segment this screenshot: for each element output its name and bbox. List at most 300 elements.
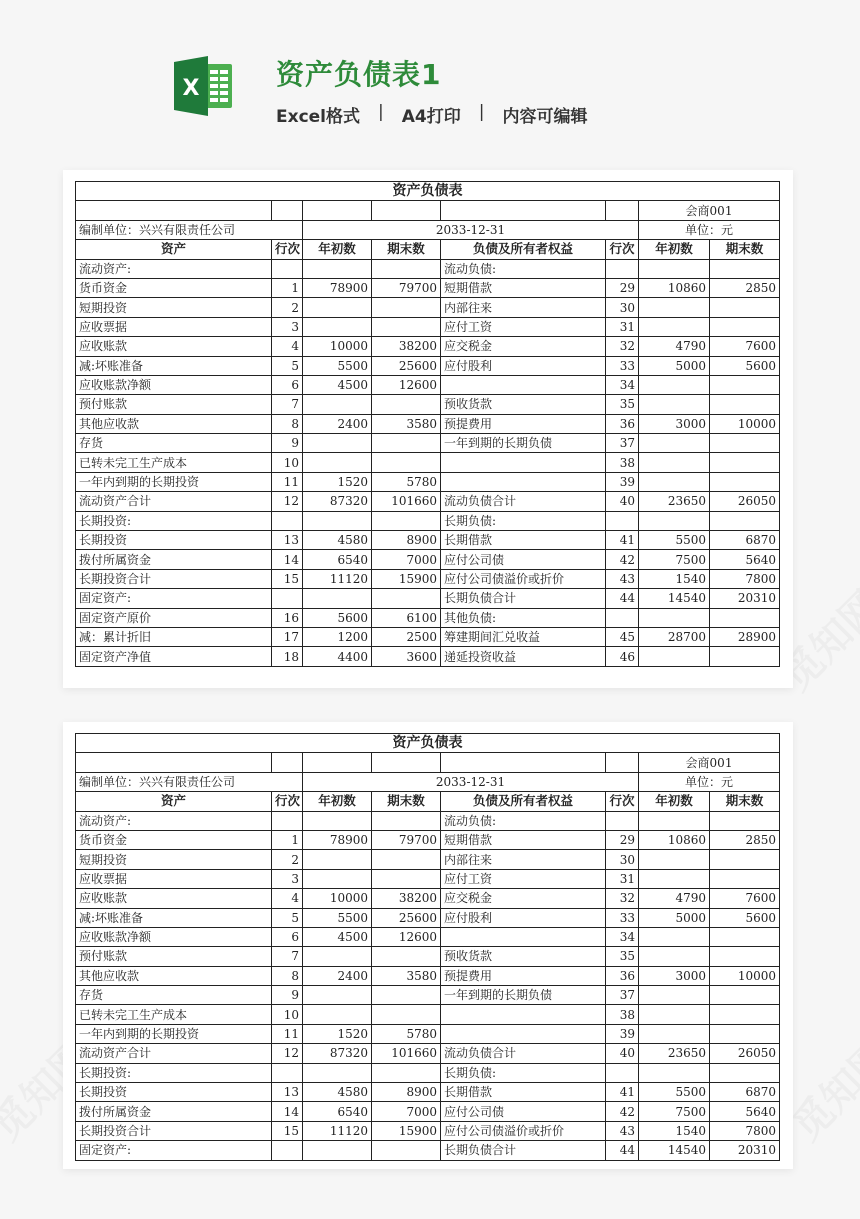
- begin-value: 23650: [639, 492, 710, 511]
- liability-item: 流动负债合计: [441, 492, 606, 511]
- line-number: 15: [272, 1121, 303, 1140]
- line-number: 13: [272, 531, 303, 550]
- table-row: [76, 472, 780, 491]
- asset-item: 拨付所属资金: [76, 550, 272, 569]
- begin-value: 5600: [303, 608, 372, 627]
- begin-value: 10860: [639, 278, 710, 297]
- cell: [303, 753, 372, 772]
- end-value: [710, 453, 780, 472]
- table-row: [76, 830, 780, 849]
- meta-separator: |: [478, 102, 485, 122]
- end-value: 6100: [372, 608, 441, 627]
- liability-item: 短期借款: [441, 830, 606, 849]
- end-value: 7800: [710, 569, 780, 588]
- end-value: [710, 811, 780, 830]
- liability-item: 预收货款: [441, 947, 606, 966]
- asset-item: 减:坏账准备: [76, 356, 272, 375]
- info-row: [76, 772, 780, 791]
- begin-value: [303, 947, 372, 966]
- end-value: [372, 453, 441, 472]
- asset-item: 货币资金: [76, 830, 272, 849]
- begin-value: [303, 589, 372, 608]
- cell: [303, 201, 372, 220]
- asset-item: 预付账款: [76, 395, 272, 414]
- line-number: 37: [606, 434, 639, 453]
- begin-value: 1520: [303, 472, 372, 491]
- line-number: 30: [606, 850, 639, 869]
- liability-item: [441, 1024, 606, 1043]
- table-row: [76, 1083, 780, 1102]
- asset-item: 应收账款净额: [76, 375, 272, 394]
- end-value: [372, 811, 441, 830]
- end-value: 25600: [372, 356, 441, 375]
- line-number: [272, 511, 303, 530]
- begin-value: 14540: [639, 1141, 710, 1160]
- asset-item: 长期投资合计: [76, 1121, 272, 1140]
- end-value: [372, 947, 441, 966]
- begin-value: 5500: [639, 531, 710, 550]
- end-value: 38200: [372, 889, 441, 908]
- liability-item: [441, 1005, 606, 1024]
- table-row: [76, 356, 780, 375]
- meta-editable: 内容可编辑: [502, 107, 588, 127]
- col-header-line: 行次: [272, 240, 303, 259]
- line-number: 3: [272, 869, 303, 888]
- begin-value: [639, 317, 710, 336]
- line-number: 17: [272, 627, 303, 646]
- begin-value: [639, 1063, 710, 1082]
- begin-value: 7500: [639, 1102, 710, 1121]
- line-number: 9: [272, 434, 303, 453]
- begin-value: [303, 317, 372, 336]
- line-number: 2: [272, 298, 303, 317]
- line-number: 6: [272, 375, 303, 394]
- asset-item: 一年内到期的长期投资: [76, 472, 272, 491]
- line-number: 43: [606, 1121, 639, 1140]
- table-row: [76, 1141, 780, 1160]
- asset-item: 应收账款: [76, 889, 272, 908]
- line-number: 10: [272, 453, 303, 472]
- table-row: [76, 811, 780, 830]
- liability-item: 预收货款: [441, 395, 606, 414]
- line-number: 34: [606, 927, 639, 946]
- asset-item: 长期投资: [76, 531, 272, 550]
- liability-item: 长期负债:: [441, 511, 606, 530]
- end-value: 12600: [372, 375, 441, 394]
- line-number: 34: [606, 375, 639, 394]
- liability-item: 内部往来: [441, 850, 606, 869]
- end-value: 12600: [372, 927, 441, 946]
- end-value: 26050: [710, 492, 780, 511]
- line-number: 11: [272, 1024, 303, 1043]
- asset-item: 减：累计折旧: [76, 627, 272, 646]
- line-number: 44: [606, 1141, 639, 1160]
- asset-item: 固定资产原价: [76, 608, 272, 627]
- end-value: [372, 869, 441, 888]
- table-row: [76, 986, 780, 1005]
- line-number: 2: [272, 850, 303, 869]
- report-date: 2033-12-31: [303, 220, 639, 239]
- line-number: 33: [606, 356, 639, 375]
- document-meta: [276, 102, 587, 127]
- line-number: 11: [272, 472, 303, 491]
- liability-item: 流动负债合计: [441, 1044, 606, 1063]
- end-value: [710, 986, 780, 1005]
- line-number: 30: [606, 298, 639, 317]
- asset-item: 长期投资合计: [76, 569, 272, 588]
- end-value: [710, 647, 780, 666]
- line-number: 5: [272, 356, 303, 375]
- begin-value: 3000: [639, 966, 710, 985]
- col-header-begin: 年初数: [303, 240, 372, 259]
- begin-value: 5500: [303, 908, 372, 927]
- table-row: [76, 908, 780, 927]
- line-number: 32: [606, 337, 639, 356]
- begin-value: 1200: [303, 627, 372, 646]
- line-number: 6: [272, 927, 303, 946]
- end-value: 15900: [372, 569, 441, 588]
- line-number: [272, 1063, 303, 1082]
- line-number: 36: [606, 966, 639, 985]
- asset-item: 流动资产合计: [76, 492, 272, 511]
- line-number: [606, 511, 639, 530]
- begin-value: 10860: [639, 830, 710, 849]
- line-number: [272, 259, 303, 278]
- asset-item: 流动资产:: [76, 811, 272, 830]
- liability-item: 应付公司债溢价或折价: [441, 1121, 606, 1140]
- begin-value: [303, 1141, 372, 1160]
- begin-value: [639, 298, 710, 317]
- begin-value: [639, 811, 710, 830]
- cell: [372, 201, 441, 220]
- begin-value: [639, 259, 710, 278]
- table-row: [76, 1005, 780, 1024]
- begin-value: 23650: [639, 1044, 710, 1063]
- asset-item: 其他应收款: [76, 966, 272, 985]
- liability-item: 流动负债:: [441, 259, 606, 278]
- end-value: [710, 608, 780, 627]
- begin-value: 5000: [639, 356, 710, 375]
- table-row: [76, 1024, 780, 1043]
- end-value: 7000: [372, 1102, 441, 1121]
- meta-format: Excel格式: [276, 107, 361, 127]
- begin-value: 6540: [303, 1102, 372, 1121]
- company-name: 编制单位：兴兴有限责任公司: [76, 772, 303, 791]
- end-value: [372, 317, 441, 336]
- end-value: [710, 1024, 780, 1043]
- preview-card-1[interactable]: [63, 170, 793, 688]
- line-number: 18: [272, 647, 303, 666]
- liability-item: 内部往来: [441, 298, 606, 317]
- begin-value: 11120: [303, 569, 372, 588]
- begin-value: [639, 927, 710, 946]
- table-row: [76, 589, 780, 608]
- begin-value: 5500: [639, 1083, 710, 1102]
- line-number: 4: [272, 889, 303, 908]
- line-number: [606, 811, 639, 830]
- end-value: 20310: [710, 1141, 780, 1160]
- end-value: [710, 259, 780, 278]
- cell: [372, 753, 441, 772]
- asset-item: 一年内到期的长期投资: [76, 1024, 272, 1043]
- svg-text:X: X: [182, 76, 200, 101]
- line-number: 8: [272, 966, 303, 985]
- end-value: [372, 1063, 441, 1082]
- end-value: 6870: [710, 531, 780, 550]
- begin-value: [639, 472, 710, 491]
- end-value: [372, 986, 441, 1005]
- asset-item: 流动资产合计: [76, 1044, 272, 1063]
- begin-value: 4580: [303, 1083, 372, 1102]
- asset-item: 流动资产:: [76, 259, 272, 278]
- info-row: [76, 220, 780, 239]
- liability-item: 应交税金: [441, 889, 606, 908]
- begin-value: [303, 298, 372, 317]
- end-value: 8900: [372, 1083, 441, 1102]
- line-number: 7: [272, 395, 303, 414]
- begin-value: [639, 453, 710, 472]
- sheet-title: 资产负债表: [76, 182, 780, 201]
- asset-item: 预付账款: [76, 947, 272, 966]
- excel-icon: [172, 55, 234, 117]
- line-number: 31: [606, 317, 639, 336]
- end-value: 5600: [710, 908, 780, 927]
- begin-value: 78900: [303, 830, 372, 849]
- sheet-code: 会商001: [639, 753, 780, 772]
- liability-item: 其他负债:: [441, 608, 606, 627]
- begin-value: 87320: [303, 1044, 372, 1063]
- end-value: 79700: [372, 278, 441, 297]
- col-header-line: 行次: [606, 240, 639, 259]
- cell: [606, 753, 639, 772]
- end-value: [710, 511, 780, 530]
- begin-value: 1540: [639, 569, 710, 588]
- begin-value: 28700: [639, 627, 710, 646]
- end-value: 15900: [372, 1121, 441, 1140]
- liability-item: 一年到期的长期负债: [441, 434, 606, 453]
- meta-separator: |: [378, 102, 384, 122]
- column-header-row: [76, 240, 780, 259]
- col-header-begin: 年初数: [639, 792, 710, 811]
- begin-value: [639, 986, 710, 1005]
- table-row: [76, 453, 780, 472]
- line-number: 4: [272, 337, 303, 356]
- begin-value: [303, 259, 372, 278]
- asset-item: 应收票据: [76, 869, 272, 888]
- page-header: [0, 0, 860, 150]
- line-number: 7: [272, 947, 303, 966]
- asset-item: 固定资产:: [76, 589, 272, 608]
- line-number: 39: [606, 1024, 639, 1043]
- col-header-begin: 年初数: [303, 792, 372, 811]
- begin-value: [639, 608, 710, 627]
- line-number: [606, 1063, 639, 1082]
- liability-item: [441, 472, 606, 491]
- asset-item: 已转未完工生产成本: [76, 1005, 272, 1024]
- end-value: [372, 511, 441, 530]
- begin-value: 5000: [639, 908, 710, 927]
- begin-value: [303, 395, 372, 414]
- title-row: [76, 734, 780, 753]
- line-number: 38: [606, 453, 639, 472]
- col-header-asset: 资产: [76, 240, 272, 259]
- end-value: [372, 1005, 441, 1024]
- preview-card-2[interactable]: [63, 722, 793, 1169]
- table-row: [76, 1063, 780, 1082]
- end-value: 5640: [710, 550, 780, 569]
- table-row: [76, 869, 780, 888]
- line-number: [606, 259, 639, 278]
- end-value: [710, 472, 780, 491]
- asset-item: 固定资产:: [76, 1141, 272, 1160]
- line-number: 9: [272, 986, 303, 1005]
- end-value: [372, 589, 441, 608]
- line-number: 42: [606, 550, 639, 569]
- liability-item: 长期借款: [441, 531, 606, 550]
- cell: [76, 753, 272, 772]
- liability-item: 应付股利: [441, 908, 606, 927]
- liability-item: [441, 375, 606, 394]
- table-row: [76, 947, 780, 966]
- begin-value: [303, 869, 372, 888]
- end-value: 8900: [372, 531, 441, 550]
- line-number: [272, 1141, 303, 1160]
- table-row: [76, 278, 780, 297]
- line-number: 36: [606, 414, 639, 433]
- line-number: 41: [606, 1083, 639, 1102]
- cell: [272, 753, 303, 772]
- begin-value: [303, 811, 372, 830]
- end-value: 2500: [372, 627, 441, 646]
- table-row: [76, 414, 780, 433]
- begin-value: 2400: [303, 414, 372, 433]
- end-value: 101660: [372, 1044, 441, 1063]
- liability-item: 预提费用: [441, 414, 606, 433]
- table-row: [76, 927, 780, 946]
- end-value: [372, 298, 441, 317]
- begin-value: [639, 947, 710, 966]
- table-row: [76, 434, 780, 453]
- report-date: 2033-12-31: [303, 772, 639, 791]
- line-number: 40: [606, 1044, 639, 1063]
- asset-item: 减:坏账准备: [76, 908, 272, 927]
- table-row: [76, 850, 780, 869]
- line-number: 32: [606, 889, 639, 908]
- line-number: 1: [272, 278, 303, 297]
- begin-value: 4580: [303, 531, 372, 550]
- end-value: 5640: [710, 1102, 780, 1121]
- end-value: 7600: [710, 889, 780, 908]
- begin-value: 78900: [303, 278, 372, 297]
- liability-item: 应付公司债溢价或折价: [441, 569, 606, 588]
- end-value: 28900: [710, 627, 780, 646]
- line-number: 46: [606, 647, 639, 666]
- liability-item: 长期负债合计: [441, 1141, 606, 1160]
- line-number: 12: [272, 1044, 303, 1063]
- line-number: 10: [272, 1005, 303, 1024]
- begin-value: [639, 395, 710, 414]
- col-header-begin: 年初数: [639, 240, 710, 259]
- liability-item: 流动负债:: [441, 811, 606, 830]
- line-number: 1: [272, 830, 303, 849]
- col-header-end: 期末数: [372, 240, 441, 259]
- table-row: [76, 550, 780, 569]
- table-row: [76, 1102, 780, 1121]
- asset-item: 其他应收款: [76, 414, 272, 433]
- begin-value: [639, 869, 710, 888]
- table-row: [76, 647, 780, 666]
- liability-item: [441, 453, 606, 472]
- begin-value: [303, 511, 372, 530]
- table-row: [76, 259, 780, 278]
- begin-value: [639, 1024, 710, 1043]
- table-row: [76, 569, 780, 588]
- begin-value: 10000: [303, 889, 372, 908]
- asset-item: 已转未完工生产成本: [76, 453, 272, 472]
- line-number: 41: [606, 531, 639, 550]
- liability-item: 应付公司债: [441, 1102, 606, 1121]
- begin-value: [639, 850, 710, 869]
- asset-item: 存货: [76, 986, 272, 1005]
- asset-item: 拨付所属资金: [76, 1102, 272, 1121]
- end-value: 20310: [710, 589, 780, 608]
- col-header-end: 期末数: [710, 240, 780, 259]
- liability-item: 筹建期间汇兑收益: [441, 627, 606, 646]
- line-number: 5: [272, 908, 303, 927]
- liability-item: 递延投资收益: [441, 647, 606, 666]
- begin-value: [303, 453, 372, 472]
- end-value: [710, 317, 780, 336]
- end-value: 2850: [710, 830, 780, 849]
- line-number: 35: [606, 947, 639, 966]
- liability-item: 短期借款: [441, 278, 606, 297]
- table-row: [76, 317, 780, 336]
- end-value: 3580: [372, 414, 441, 433]
- end-value: 38200: [372, 337, 441, 356]
- line-number: 37: [606, 986, 639, 1005]
- line-number: 15: [272, 569, 303, 588]
- column-header-row: [76, 792, 780, 811]
- line-number: 44: [606, 589, 639, 608]
- end-value: [372, 850, 441, 869]
- cell: [606, 201, 639, 220]
- begin-value: [303, 850, 372, 869]
- asset-item: 应收账款: [76, 337, 272, 356]
- balance-sheet-table: [75, 181, 780, 667]
- table-row: [76, 889, 780, 908]
- line-number: 42: [606, 1102, 639, 1121]
- end-value: 5780: [372, 472, 441, 491]
- liability-item: 长期借款: [441, 1083, 606, 1102]
- begin-value: 10000: [303, 337, 372, 356]
- end-value: [710, 927, 780, 946]
- line-number: 38: [606, 1005, 639, 1024]
- liability-item: 一年到期的长期负债: [441, 986, 606, 1005]
- end-value: [710, 434, 780, 453]
- begin-value: [303, 986, 372, 1005]
- table-row: [76, 627, 780, 646]
- table-row: [76, 492, 780, 511]
- end-value: 10000: [710, 414, 780, 433]
- line-number: 13: [272, 1083, 303, 1102]
- liability-item: 应交税金: [441, 337, 606, 356]
- table-row: [76, 531, 780, 550]
- sheet-title: 资产负债表: [76, 734, 780, 753]
- table-row: [76, 966, 780, 985]
- line-number: 29: [606, 830, 639, 849]
- begin-value: [639, 375, 710, 394]
- begin-value: [639, 1005, 710, 1024]
